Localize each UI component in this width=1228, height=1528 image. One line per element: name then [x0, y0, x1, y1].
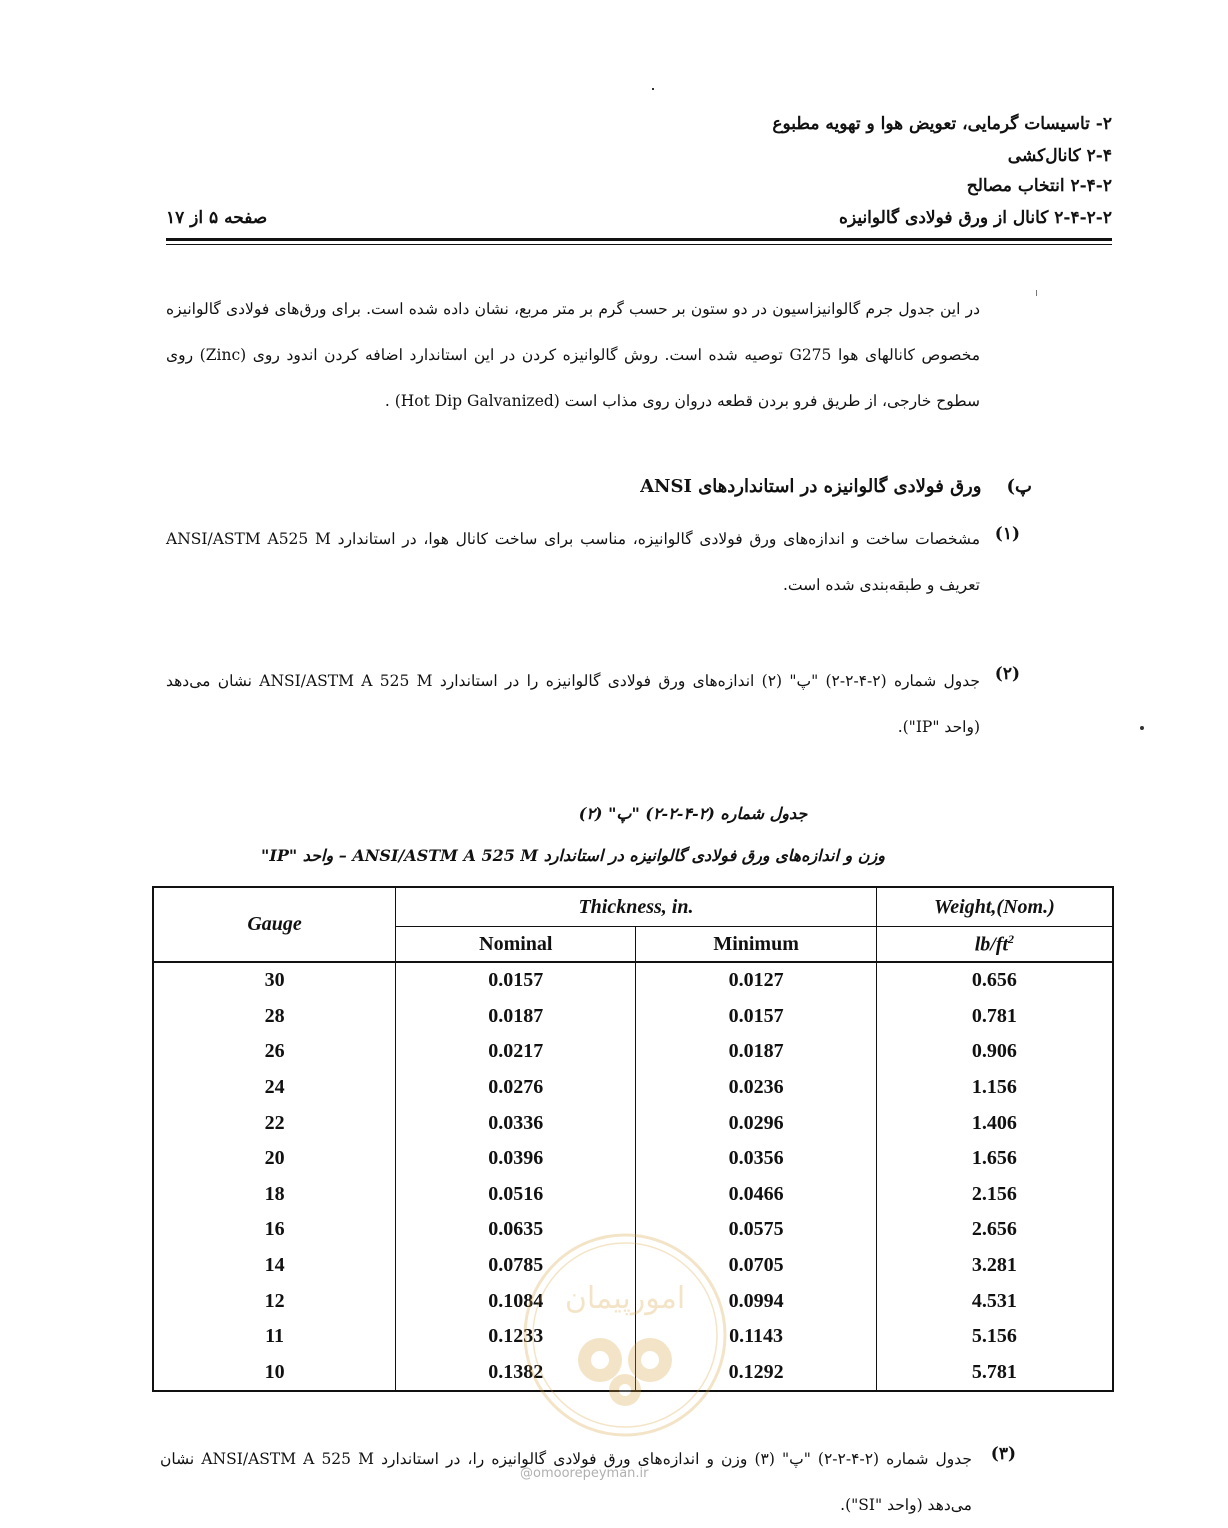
cell-gauge: 24: [153, 1070, 396, 1106]
subsubsection-title: ۲-۴-۲-۲ کانال از ورق فولادی گالوانیزه: [839, 208, 1112, 228]
table-row: [153, 1034, 1113, 1070]
section-letter: پ): [1006, 476, 1032, 497]
intro-paragraph: در این جدول جرم گالوانیزاسیون در دو ستون بر حسب گرم بر متر مربع، نشان داده شده است. برای ورق‌های فولادی گالوانیزه مخصوص کانالهای هوا G275 توصیه شده است. روش گالوانیزه کردن در این استاندارد اضافه کردن اندود روی (Zinc) روی سطوح خارجی، از طریق فرو بردن قطعه دروان روی مذاب است (Hot Dip Galvanized) .: [166, 300, 981, 410]
header-nominal: Nominal: [396, 927, 636, 963]
header-thickness: Thickness, in.: [396, 887, 877, 927]
cell-minimum: 0.0575: [636, 1212, 876, 1248]
cell-weight: 1.656: [876, 1141, 1113, 1177]
cell-weight: 0.781: [876, 999, 1113, 1035]
cell-minimum: 0.0296: [636, 1105, 876, 1141]
header-weight: Weight,(Nom.): [876, 887, 1113, 927]
item-number: (۳): [990, 1444, 1016, 1464]
cell-nominal: 0.0396: [396, 1141, 636, 1177]
subsection-title: ۲-۴-۲ انتخاب مصالح: [966, 176, 1112, 196]
cell-gauge: 14: [153, 1248, 396, 1284]
cell-weight: 0.906: [876, 1034, 1113, 1070]
cell-nominal: 0.0276: [396, 1070, 636, 1106]
cell-minimum: 0.0705: [636, 1248, 876, 1284]
cell-nominal: 0.0157: [396, 962, 636, 999]
cell-weight: 0.656: [876, 962, 1113, 999]
table-row: [153, 999, 1113, 1035]
watermark-logo-text: امورپیمان: [564, 1281, 686, 1316]
cell-weight: 2.656: [876, 1212, 1113, 1248]
weight-unit: lb/ft: [974, 933, 1009, 956]
cell-minimum: 0.0187: [636, 1034, 876, 1070]
item-number: (۱): [994, 524, 1020, 544]
cell-gauge: 28: [153, 999, 396, 1035]
cell-minimum: 0.1143: [636, 1319, 876, 1355]
cell-minimum: 0.0157: [636, 999, 876, 1035]
table-row: [153, 1141, 1113, 1177]
section-heading: [640, 476, 1032, 497]
chapter-title: ۲- تاسیسات گرمایی، تعویض هوا و تهویه مطبوع: [772, 114, 1112, 134]
table-caption-title: وزن و اندازه‌های ورق فولادی گالوانیزه در استاندارد ANSI/ASTM A 525 M – واحد "IP": [261, 846, 885, 865]
header-weight-unit: [876, 927, 1113, 963]
page-number: صفحه ۵ از ۱۷: [166, 208, 268, 228]
item-paragraph: مشخصات ساخت و اندازه‌های ورق فولادی گالوانیزه، مناسب برای ساخت کانال هوا، در استاندارد ANSI/ASTM A525 M تعریف و طبقه‌بندی شده است.: [166, 530, 980, 594]
speck-mark: [1036, 290, 1037, 296]
cell-minimum: 0.0466: [636, 1177, 876, 1213]
cell-nominal: 0.0516: [396, 1177, 636, 1213]
header-rule-thin: [166, 244, 1112, 245]
cell-nominal: 0.1382: [396, 1355, 636, 1392]
speck-mark: [1140, 726, 1144, 730]
cell-gauge: 20: [153, 1141, 396, 1177]
cell-nominal: 0.1233: [396, 1319, 636, 1355]
cell-nominal: 0.0635: [396, 1212, 636, 1248]
page-header: [166, 112, 1112, 252]
cell-gauge: 22: [153, 1105, 396, 1141]
cell-nominal: 0.0217: [396, 1034, 636, 1070]
table-row: [153, 1070, 1113, 1106]
cell-weight: 5.156: [876, 1319, 1113, 1355]
table-row: [153, 1177, 1113, 1213]
cell-gauge: 16: [153, 1212, 396, 1248]
cell-gauge: 26: [153, 1034, 396, 1070]
item-number: (۲): [994, 664, 1020, 684]
cell-gauge: 18: [153, 1177, 396, 1213]
cell-nominal: 0.0785: [396, 1248, 636, 1284]
cell-gauge: 11: [153, 1319, 396, 1355]
header-minimum: Minimum: [636, 927, 876, 963]
cell-weight: 2.156: [876, 1177, 1113, 1213]
table-row: [153, 962, 1113, 999]
watermark-url: @omoorepeyman.ir: [520, 1466, 649, 1481]
section-title: ۲-۴ کانال‌کشی: [1007, 146, 1112, 166]
item-paragraph: جدول شماره (۲-۴-۲-۲) "پ" (۳) وزن و اندازه‌های ورق فولادی گالوانیزه را، در استاندارد ANSI/ASTM A 525 M نشان می‌دهد (واحد "SI").: [160, 1450, 972, 1514]
header-gauge: Gauge: [153, 887, 396, 962]
table-caption-number: جدول شماره (۲-۴-۲-۲) "پ" (۲): [578, 804, 808, 823]
weight-unit-exponent: 2: [1008, 931, 1015, 946]
cell-minimum: 0.0356: [636, 1141, 876, 1177]
cell-nominal: 0.1084: [396, 1283, 636, 1319]
header-rule-thick: [166, 238, 1112, 241]
cell-weight: 4.531: [876, 1283, 1113, 1319]
section-heading-text: ورق فولادی گالوانیزه در استانداردهای ANSI: [640, 476, 982, 497]
cell-minimum: 0.0994: [636, 1283, 876, 1319]
cell-weight: 1.406: [876, 1105, 1113, 1141]
table-row: [153, 1105, 1113, 1141]
speck-mark: [652, 88, 654, 90]
cell-weight: 1.156: [876, 1070, 1113, 1106]
cell-nominal: 0.0187: [396, 999, 636, 1035]
item-paragraph: جدول شماره (۲-۴-۲-۲) "پ" (۲) اندازه‌های ورق فولادی گالوانیزه را در استاندارد ANSI/ASTM A 525 M نشان می‌دهد (واحد "IP").: [166, 672, 980, 736]
cell-minimum: 0.0236: [636, 1070, 876, 1106]
cell-minimum: 0.0127: [636, 962, 876, 999]
cell-minimum: 0.1292: [636, 1355, 876, 1392]
cell-gauge: 30: [153, 962, 396, 999]
watermark-seal-icon: [520, 1230, 730, 1440]
cell-weight: 5.781: [876, 1355, 1113, 1392]
cell-weight: 3.281: [876, 1248, 1113, 1284]
cell-nominal: 0.0336: [396, 1105, 636, 1141]
cell-gauge: 12: [153, 1283, 396, 1319]
cell-gauge: 10: [153, 1355, 396, 1392]
